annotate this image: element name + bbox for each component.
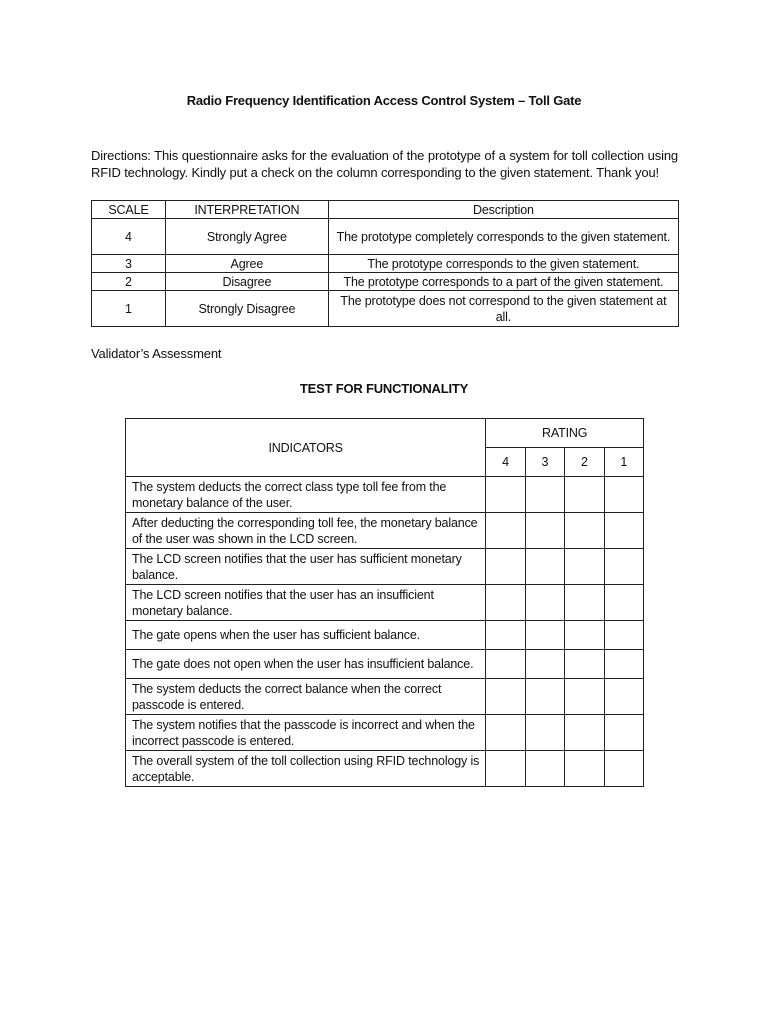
scale-value: 3 [92, 255, 166, 273]
rating-1-checkbox[interactable] [604, 650, 643, 679]
functionality-header-row [126, 419, 644, 448]
header-scale: SCALE [92, 201, 166, 219]
rating-4-checkbox[interactable] [486, 585, 525, 621]
interpretation-value: Strongly Agree [165, 219, 328, 255]
indicator-text: The LCD screen notifies that the user has an insufficient monetary balance. [126, 585, 486, 621]
interpretation-value: Strongly Disagree [165, 291, 328, 327]
rating-1-checkbox[interactable] [604, 715, 643, 751]
rating-1-checkbox[interactable] [604, 751, 643, 787]
rating-2-checkbox[interactable] [565, 621, 604, 650]
rating-4-checkbox[interactable] [486, 513, 525, 549]
scale-table [91, 200, 679, 327]
indicator-text: The system deducts the correct balance when the correct passcode is entered. [126, 679, 486, 715]
rating-2-checkbox[interactable] [565, 650, 604, 679]
scale-value: 2 [92, 273, 166, 291]
indicator-text: After deducting the corresponding toll fee, the monetary balance of the user was shown in the LCD screen. [126, 513, 486, 549]
rating-1-checkbox[interactable] [604, 513, 643, 549]
rating-2-checkbox[interactable] [565, 477, 604, 513]
rating-3-checkbox[interactable] [525, 650, 564, 679]
description-value: The prototype completely corresponds to the given statement. [328, 219, 678, 255]
rating-3-checkbox[interactable] [525, 715, 564, 751]
rating-col-4: 4 [486, 448, 525, 477]
interpretation-value: Disagree [165, 273, 328, 291]
table-row [126, 621, 644, 650]
indicators-header: INDICATORS [126, 419, 486, 477]
table-row [92, 219, 679, 255]
rating-2-checkbox[interactable] [565, 715, 604, 751]
indicator-text: The gate does not open when the user has insufficient balance. [126, 650, 486, 679]
functionality-table [125, 418, 644, 787]
rating-2-checkbox[interactable] [565, 585, 604, 621]
rating-3-checkbox[interactable] [525, 549, 564, 585]
table-row [126, 751, 644, 787]
rating-col-2: 2 [565, 448, 604, 477]
rating-2-checkbox[interactable] [565, 679, 604, 715]
section-title: TEST FOR FUNCTIONALITY [299, 381, 469, 396]
table-row [126, 679, 644, 715]
header-interpretation: INTERPRETATION [165, 201, 328, 219]
table-row [92, 273, 679, 291]
indicator-text: The system deducts the correct class type toll fee from the monetary balance of the user. [126, 477, 486, 513]
indicator-text: The LCD screen notifies that the user has sufficient monetary balance. [126, 549, 486, 585]
scale-value: 4 [92, 219, 166, 255]
page-title: Radio Frequency Identification Access Control System – Toll Gate [186, 93, 582, 108]
directions-text: Directions: This questionnaire asks for the evaluation of the prototype of a system for toll collection using RFID technology. Kindly put a check on the column corresponding to the given statement. Thank you! [91, 148, 678, 180]
rating-4-checkbox[interactable] [486, 751, 525, 787]
table-row [126, 549, 644, 585]
table-row [92, 291, 679, 327]
rating-4-checkbox[interactable] [486, 679, 525, 715]
rating-1-checkbox[interactable] [604, 477, 643, 513]
indicator-text: The gate opens when the user has sufficient balance. [126, 621, 486, 650]
rating-1-checkbox[interactable] [604, 585, 643, 621]
rating-3-checkbox[interactable] [525, 585, 564, 621]
description-value: The prototype corresponds to a part of the given statement. [328, 273, 678, 291]
rating-2-checkbox[interactable] [565, 751, 604, 787]
description-value: The prototype corresponds to the given statement. [328, 255, 678, 273]
rating-2-checkbox[interactable] [565, 549, 604, 585]
scale-value: 1 [92, 291, 166, 327]
rating-4-checkbox[interactable] [486, 621, 525, 650]
rating-3-checkbox[interactable] [525, 513, 564, 549]
scale-table-header [92, 201, 679, 219]
table-row [126, 585, 644, 621]
rating-1-checkbox[interactable] [604, 549, 643, 585]
rating-4-checkbox[interactable] [486, 650, 525, 679]
header-description: Description [328, 201, 678, 219]
rating-3-checkbox[interactable] [525, 621, 564, 650]
table-row [92, 255, 679, 273]
validator-label: Validator’s Assessment [91, 346, 222, 361]
rating-4-checkbox[interactable] [486, 715, 525, 751]
indicator-text: The overall system of the toll collection using RFID technology is acceptable. [126, 751, 486, 787]
rating-1-checkbox[interactable] [604, 679, 643, 715]
rating-header: RATING [486, 419, 644, 448]
indicator-text: The system notifies that the passcode is incorrect and when the incorrect passcode is entered. [126, 715, 486, 751]
rating-col-3: 3 [525, 448, 564, 477]
table-row [126, 513, 644, 549]
rating-col-1: 1 [604, 448, 643, 477]
table-row [126, 715, 644, 751]
rating-4-checkbox[interactable] [486, 549, 525, 585]
rating-3-checkbox[interactable] [525, 751, 564, 787]
description-value: The prototype does not correspond to the given statement at all. [328, 291, 678, 327]
rating-4-checkbox[interactable] [486, 477, 525, 513]
table-row [126, 477, 644, 513]
interpretation-value: Agree [165, 255, 328, 273]
rating-3-checkbox[interactable] [525, 477, 564, 513]
rating-1-checkbox[interactable] [604, 621, 643, 650]
table-row [126, 650, 644, 679]
rating-3-checkbox[interactable] [525, 679, 564, 715]
rating-2-checkbox[interactable] [565, 513, 604, 549]
